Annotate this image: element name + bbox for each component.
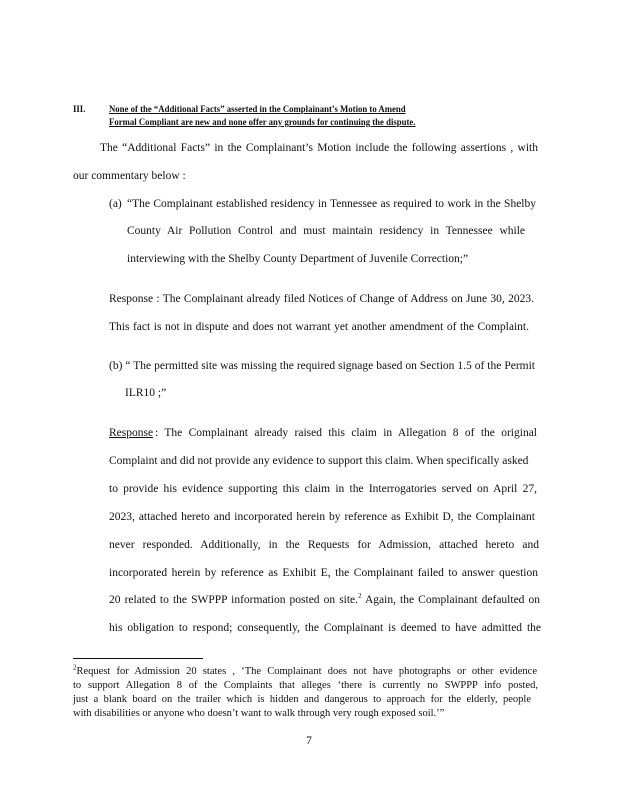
- response-a-line2: This fact is not in dispute and does not warrant yet another amendment of the Complaint.: [109, 321, 529, 333]
- page-number: 7: [306, 735, 312, 747]
- section-number: III.: [73, 105, 86, 115]
- response-a-line1: Response : The Complainant already filed Notices of Change of Address on June 30, 2023.: [109, 293, 534, 305]
- response-b-line3: to provide his evidence supporting this claim in the Interrogatories served on April 27,: [109, 483, 537, 495]
- intro-line1: The “Additional Facts” in the Complainant’s Motion include the following assertions , with: [100, 142, 538, 154]
- footnote-ref: 2: [358, 592, 362, 601]
- response-b-line7: 20 related to the SWPPP information posted on site.$^2$ Again, the Complainant defaulted on: [109, 592, 540, 606]
- response-b-label: Response: [109, 427, 154, 439]
- footnote-line3: just a blank board on the trailer which is hidden and dangerous to approach for the elderly, people: [73, 694, 531, 705]
- response-b-line4: 2023, attached hereto and incorporated herein by reference as Exhibit D, the Complainant: [109, 511, 535, 523]
- item-b-line2: ILR10 ;”: [125, 387, 167, 399]
- item-b-line1: (b) “ The permitted site was missing the required signage based on Section 1.5 of the Permit: [109, 360, 535, 372]
- response-b-line8: his obligation to respond; consequently, the Complainant is deemed to have admitted the: [109, 622, 541, 634]
- section-heading-line2: Formal Compliant are new and none offer any grounds for continuing the dispute.: [109, 118, 416, 128]
- item-a-line2: County Air Pollution Control and must maintain residency in Tennessee while: [127, 225, 525, 237]
- item-a-line1: “The Complainant established residency in Tennessee as required to work in the Shelby: [127, 198, 536, 210]
- response-b-line6: incorporated herein by reference as Exhibit E, the Complainant failed to answer question: [109, 567, 538, 579]
- item-a-line3: interviewing with the Shelby County Department of Juvenile Correction;”: [127, 253, 469, 265]
- footnote-line2: to support Allegation 8 of the Complaints that alleges ‘there is currently no SWPPP info posted,: [73, 680, 538, 691]
- intro-line2: our commentary below :: [73, 170, 186, 182]
- footnote-line1: $^2$Request for Admission 20 states , ‘The Complainant does not have photographs or other evidence: [73, 663, 537, 677]
- footnote-separator: [73, 658, 203, 659]
- section-heading-line1: None of the “Additional Facts” asserted in the Complainant’s Motion to Amend: [109, 105, 406, 115]
- response-b-line1: : The Complainant already raised this claim in Allegation 8 of the original: [155, 427, 537, 439]
- item-a-label: (a): [109, 198, 122, 210]
- footnote-line4: with disabilities or anyone who doesn’t want to walk through very rough exposed soil.’”: [73, 708, 445, 719]
- response-b-line5: never responded. Additionally, in the Requests for Admission, attached hereto and: [109, 539, 539, 551]
- response-b-line2: Complaint and did not provide any evidence to support this claim. When specifically asked: [109, 455, 529, 467]
